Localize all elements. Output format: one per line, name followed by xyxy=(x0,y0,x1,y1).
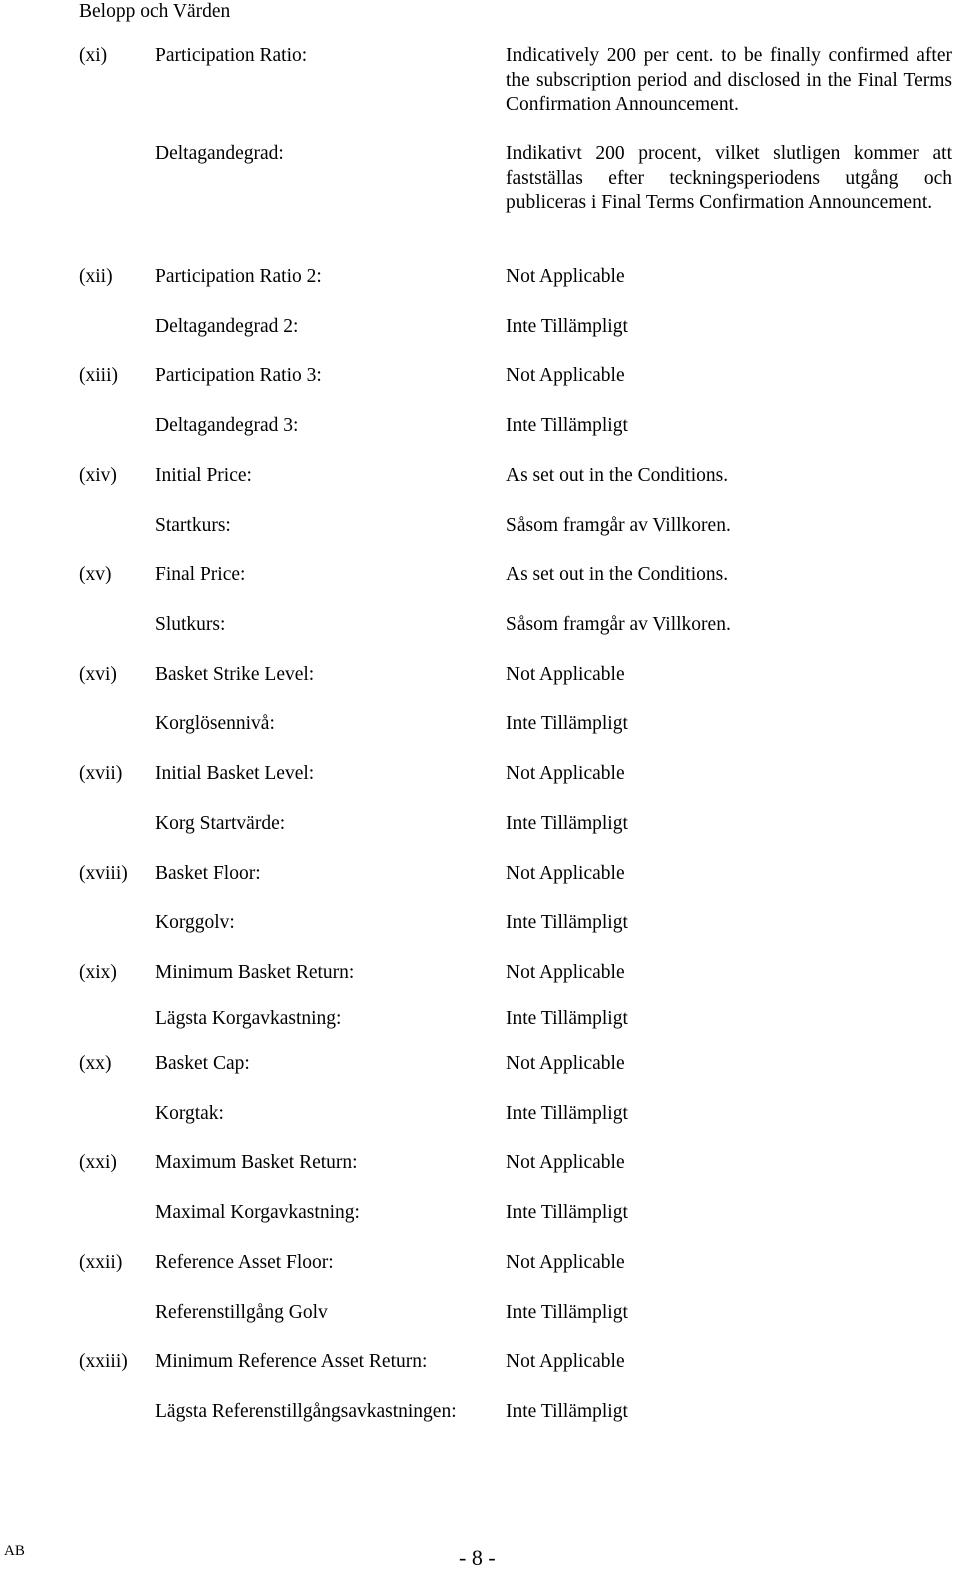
item-value-en: Not Applicable xyxy=(506,962,625,983)
item-value-en: Not Applicable xyxy=(506,1152,625,1173)
item-label-sv: Deltagandegrad 3: xyxy=(155,415,299,436)
item-label-en: Basket Strike Level: xyxy=(155,664,315,685)
section-header: Belopp och Värden xyxy=(79,1,231,22)
item-value-en: As set out in the Conditions. xyxy=(506,465,729,486)
item-value-sv: Inte Tillämpligt xyxy=(506,813,628,834)
item-number: (xix) xyxy=(79,962,117,983)
item-value-sv: Såsom framgår av Villkoren. xyxy=(506,515,731,536)
item-number: (xxii) xyxy=(79,1252,123,1273)
item-label-sv: Startkurs: xyxy=(155,515,231,536)
item-number: (xiv) xyxy=(79,465,117,486)
item-label-sv: Korg Startvärde: xyxy=(155,813,286,834)
item-label-en: Basket Cap: xyxy=(155,1053,250,1074)
item-value-en: Not Applicable xyxy=(506,664,625,685)
item-label-en: Minimum Reference Asset Return: xyxy=(155,1351,428,1372)
page-number: - 8 - xyxy=(459,1545,496,1570)
item-label-en: Final Price: xyxy=(155,564,246,585)
footer-left-mark: AB xyxy=(4,1543,25,1559)
item-value-sv: Inte Tillämpligt xyxy=(506,1202,628,1223)
item-value-sv: Inte Tillämpligt xyxy=(506,713,628,734)
item-label-en: Initial Basket Level: xyxy=(155,763,315,784)
item-value-sv: Indikativt 200 procent, vilket slutligen kommer att fastställas efter teckningsperiodens utgång och publiceras i Final Terms Confirmation Announcement. xyxy=(506,143,952,213)
item-label-sv: Lägsta Korgavkastning: xyxy=(155,1008,342,1029)
item-label-en: Participation Ratio: xyxy=(155,45,308,66)
item-label-sv: Slutkurs: xyxy=(155,614,226,635)
item-label-sv: Deltagandegrad 2: xyxy=(155,316,299,337)
item-number: (xviii) xyxy=(79,863,128,884)
item-label-sv: Deltagandegrad: xyxy=(155,143,284,164)
item-value-en: As set out in the Conditions. xyxy=(506,564,729,585)
item-value-sv: Inte Tillämpligt xyxy=(506,415,628,436)
item-label-sv: Korglösennivå: xyxy=(155,713,275,734)
item-label-en: Reference Asset Floor: xyxy=(155,1252,334,1273)
item-label-en: Basket Floor: xyxy=(155,863,261,884)
item-label-sv: Maximal Korgavkastning: xyxy=(155,1202,360,1223)
item-value-sv: Inte Tillämpligt xyxy=(506,1401,628,1422)
item-number: (xv) xyxy=(79,564,112,585)
item-value-en: Not Applicable xyxy=(506,266,625,287)
item-number: (xxi) xyxy=(79,1152,117,1173)
item-value-en: Not Applicable xyxy=(506,863,625,884)
item-value-sv: Inte Tillämpligt xyxy=(506,1103,628,1124)
item-label-en: Participation Ratio 3: xyxy=(155,365,322,386)
item-value-en: Indicatively 200 per cent. to be finally confirmed after the subscription period and disclosed in the Final Terms Confirmation Announcement. xyxy=(506,45,952,115)
item-value-sv: Såsom framgår av Villkoren. xyxy=(506,614,731,635)
item-value-sv: Inte Tillämpligt xyxy=(506,1302,628,1323)
item-label-en: Minimum Basket Return: xyxy=(155,962,355,983)
item-number: (xvi) xyxy=(79,664,117,685)
item-number: (xxiii) xyxy=(79,1351,128,1372)
item-number: (xi) xyxy=(79,45,108,66)
item-value-en: Not Applicable xyxy=(506,1351,625,1372)
item-label-en: Maximum Basket Return: xyxy=(155,1152,358,1173)
item-value-sv: Inte Tillämpligt xyxy=(506,1008,628,1029)
item-number: (xiii) xyxy=(79,365,118,386)
item-label-en: Initial Price: xyxy=(155,465,252,486)
item-label-sv: Referenstillgång Golv xyxy=(155,1302,328,1323)
item-number: (xx) xyxy=(79,1053,112,1074)
item-value-sv: Inte Tillämpligt xyxy=(506,316,628,337)
item-label-sv: Korggolv: xyxy=(155,912,235,933)
item-label-sv: Korgtak: xyxy=(155,1103,224,1124)
item-value-en: Not Applicable xyxy=(506,1252,625,1273)
item-number: (xvii) xyxy=(79,763,123,784)
item-number: (xii) xyxy=(79,266,113,287)
item-label-sv: Lägsta Referenstillgångsavkastningen: xyxy=(155,1401,457,1422)
item-value-en: Not Applicable xyxy=(506,1053,625,1074)
item-value-sv: Inte Tillämpligt xyxy=(506,912,628,933)
item-label-en: Participation Ratio 2: xyxy=(155,266,322,287)
item-value-en: Not Applicable xyxy=(506,365,625,386)
item-value-en: Not Applicable xyxy=(506,763,625,784)
